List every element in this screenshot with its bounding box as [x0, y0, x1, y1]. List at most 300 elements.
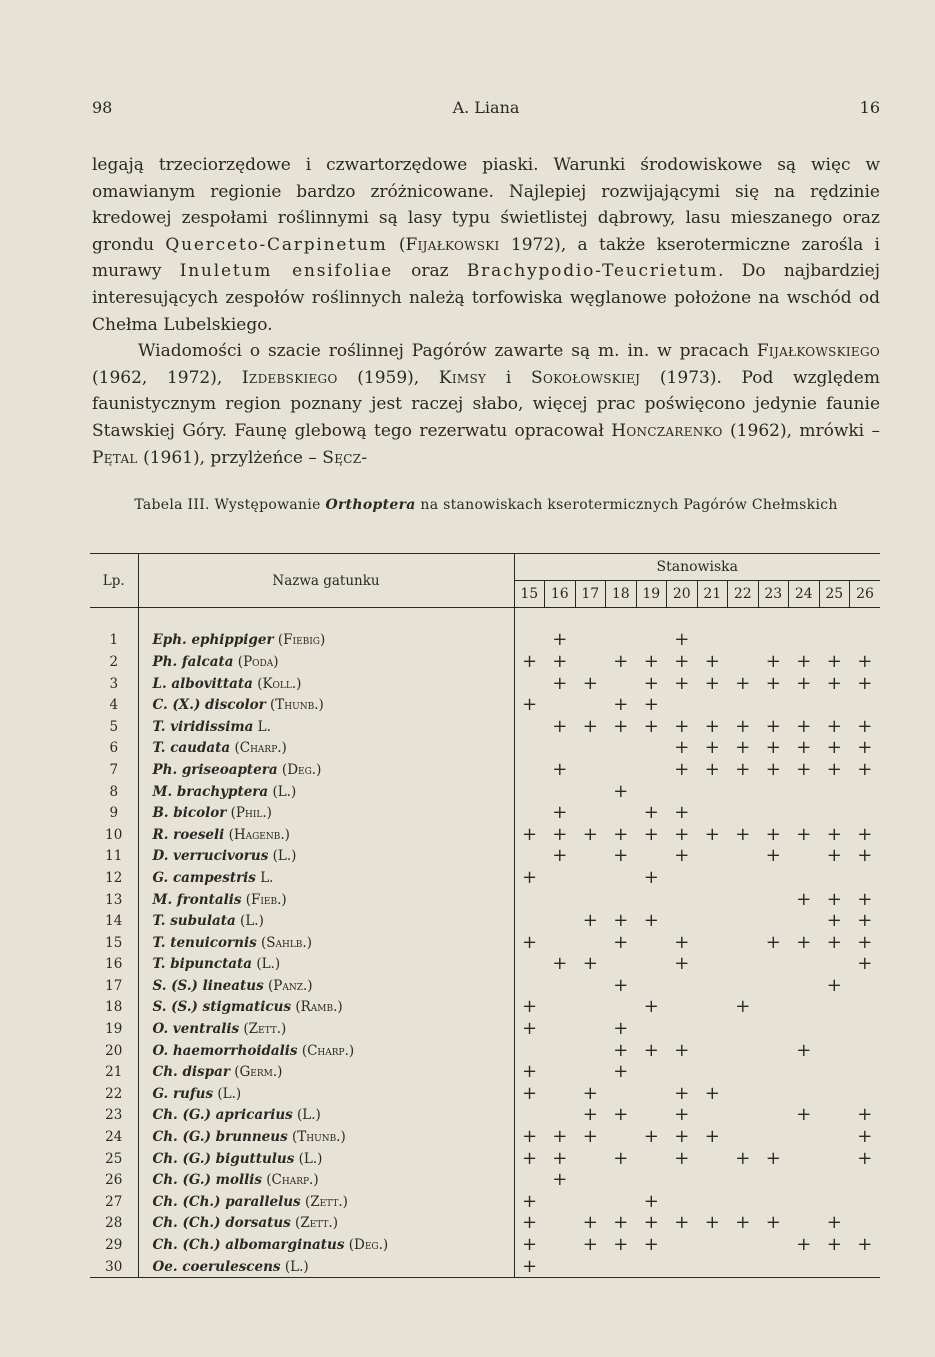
- presence-mark: +: [765, 931, 781, 953]
- site-presence-cell: [819, 975, 850, 997]
- site-presence-cell: [728, 824, 759, 846]
- site-number: 21: [697, 581, 728, 608]
- site-presence-cell: [728, 1148, 759, 1170]
- site-presence-cell: [850, 975, 881, 997]
- site-presence-cell: [728, 1061, 759, 1083]
- table-row: [90, 889, 880, 911]
- site-presence-cell: [728, 781, 759, 803]
- site-presence-cell: [819, 651, 850, 673]
- site-presence-cell: [850, 910, 881, 932]
- site-presence-cell: [850, 867, 881, 889]
- site-presence-cell: [758, 932, 789, 954]
- text-run: Sokołowskiej: [531, 367, 641, 388]
- row-number: 27: [90, 1191, 138, 1213]
- site-presence-cell: [514, 630, 545, 652]
- site-presence-cell: [575, 932, 606, 954]
- row-number: 29: [90, 1234, 138, 1256]
- species-genus: O. haemorrhoidalis: [152, 1042, 298, 1059]
- presence-mark: +: [674, 802, 690, 824]
- presence-mark: +: [826, 931, 842, 953]
- presence-mark: +: [643, 1212, 659, 1234]
- presence-mark: +: [582, 1126, 598, 1148]
- presence-mark: +: [735, 823, 751, 845]
- site-presence-cell: [728, 1018, 759, 1040]
- species-name: [138, 1256, 514, 1278]
- presence-mark: +: [857, 845, 873, 867]
- site-presence-cell: [575, 1018, 606, 1040]
- presence-mark: +: [643, 1190, 659, 1212]
- site-presence-cell: [789, 738, 820, 760]
- site-presence-cell: [728, 1040, 759, 1062]
- presence-mark: +: [796, 650, 812, 672]
- site-presence-cell: [789, 1018, 820, 1040]
- site-presence-cell: [728, 694, 759, 716]
- text-run: (1961), przylżeńce –: [137, 447, 323, 468]
- site-presence-cell: [697, 759, 728, 781]
- species-author: L.: [257, 718, 271, 735]
- site-presence-cell: [606, 651, 637, 673]
- site-presence-cell: [606, 975, 637, 997]
- site-presence-cell: [819, 867, 850, 889]
- presence-mark: +: [765, 845, 781, 867]
- species-genus: T. bipunctata: [152, 956, 253, 973]
- row-number: 18: [90, 997, 138, 1019]
- site-number: 15: [514, 581, 545, 608]
- site-presence-cell: [667, 1256, 698, 1278]
- site-presence-cell: [728, 867, 759, 889]
- site-presence-cell: [636, 1018, 667, 1040]
- presence-mark: +: [613, 1039, 629, 1061]
- presence-mark: +: [582, 672, 598, 694]
- site-presence-cell: [789, 954, 820, 976]
- table-row: [90, 1148, 880, 1170]
- row-number: 13: [90, 889, 138, 911]
- presence-mark: +: [552, 1169, 568, 1191]
- paragraph: [92, 338, 880, 471]
- site-presence-cell: [545, 997, 576, 1019]
- presence-mark: +: [521, 931, 538, 953]
- presence-mark: +: [857, 650, 873, 672]
- species-name: [138, 673, 514, 695]
- presence-mark: +: [765, 737, 781, 759]
- site-presence-cell: [514, 673, 545, 695]
- site-presence-cell: [575, 759, 606, 781]
- site-presence-cell: [514, 694, 545, 716]
- presence-mark: +: [704, 758, 720, 780]
- species-genus: S. (S.) stigmaticus: [152, 999, 292, 1016]
- presence-mark: +: [613, 1018, 629, 1040]
- row-number: 1: [90, 630, 138, 652]
- site-presence-cell: [697, 630, 728, 652]
- presence-mark: +: [857, 1147, 873, 1169]
- species-genus: Oe. coerulescens: [152, 1258, 281, 1275]
- row-number: 15: [90, 932, 138, 954]
- site-presence-cell: [819, 1256, 850, 1278]
- species-genus: O. ventralis: [152, 1021, 240, 1038]
- site-presence-cell: [514, 738, 545, 760]
- species-author: (Sahlb.): [260, 934, 312, 951]
- presence-mark: +: [857, 953, 873, 975]
- site-presence-cell: [545, 716, 576, 738]
- species-author: (Panz.): [267, 977, 313, 994]
- site-presence-cell: [667, 1213, 698, 1235]
- site-presence-cell: [606, 889, 637, 911]
- site-presence-cell: [819, 846, 850, 868]
- species-author: (Fiebig): [277, 632, 326, 649]
- site-presence-cell: [606, 1126, 637, 1148]
- site-presence-cell: [606, 1191, 637, 1213]
- site-presence-cell: [758, 781, 789, 803]
- presence-mark: +: [674, 715, 690, 737]
- text-run: Querceto-Carpinetum: [165, 234, 388, 255]
- site-presence-cell: [575, 975, 606, 997]
- site-presence-cell: [819, 1040, 850, 1062]
- species-name: [138, 1126, 514, 1148]
- site-presence-cell: [758, 630, 789, 652]
- presence-mark: +: [674, 1104, 690, 1126]
- site-presence-cell: [636, 759, 667, 781]
- row-number: 19: [90, 1018, 138, 1040]
- site-presence-cell: [819, 910, 850, 932]
- site-presence-cell: [758, 651, 789, 673]
- species-author: (Germ.): [234, 1064, 283, 1081]
- text-run: legają trzeciorzędowe i czwartorzędowe piaski. Warunki środowiskowe są więc w omawianym regionie bardzo zróżnicowane. Najlepiej rozwijającymi się na rędzinie kredowej zespołami roślinnymi są lasy typu świetlistej dąbrowy, lasu mieszanego oraz grondu: [92, 155, 880, 255]
- site-presence-cell: [819, 1213, 850, 1235]
- site-presence-cell: [545, 824, 576, 846]
- site-presence-cell: [545, 932, 576, 954]
- presence-mark: +: [521, 823, 538, 845]
- table-row: [90, 673, 880, 695]
- presence-mark: +: [582, 715, 598, 737]
- species-author: L.: [260, 869, 274, 886]
- presence-mark: +: [643, 802, 659, 824]
- species-genus: C. (X.) discolor: [152, 697, 266, 714]
- presence-mark: +: [704, 1212, 720, 1234]
- site-presence-cell: [728, 1191, 759, 1213]
- presence-mark: +: [643, 910, 659, 932]
- spacer-cell: [138, 608, 514, 630]
- text-run: (1973). Pod względem faunistycznym region poznany jest raczej słabo, więcej prac poświęcono jedynie faunie Stawskiej Góry. Faunę glebową tego rezerwatu opracował: [92, 367, 880, 441]
- site-presence-cell: [606, 1213, 637, 1235]
- presence-mark: +: [857, 823, 873, 845]
- site-presence-cell: [514, 997, 545, 1019]
- table-row: [90, 651, 880, 673]
- table-row: [90, 997, 880, 1019]
- site-presence-cell: [606, 932, 637, 954]
- site-presence-cell: [606, 1083, 637, 1105]
- species-name: [138, 1018, 514, 1040]
- site-presence-cell: [789, 1191, 820, 1213]
- presence-mark: +: [552, 1126, 568, 1148]
- site-presence-cell: [575, 694, 606, 716]
- species-genus: Ch. (Ch.) dorsatus: [152, 1215, 291, 1232]
- site-number: 26: [850, 581, 881, 608]
- site-presence-cell: [789, 932, 820, 954]
- presence-mark: +: [796, 715, 812, 737]
- species-author: (Zett.): [295, 1215, 338, 1232]
- site-presence-cell: [514, 802, 545, 824]
- row-number: 7: [90, 759, 138, 781]
- paragraph: [92, 152, 880, 338]
- presence-mark: +: [796, 1234, 812, 1256]
- presence-mark: +: [521, 1255, 538, 1277]
- site-presence-cell: [728, 932, 759, 954]
- site-number: 18: [606, 581, 637, 608]
- site-presence-cell: [514, 1018, 545, 1040]
- site-presence-cell: [819, 630, 850, 652]
- presence-mark: +: [704, 823, 720, 845]
- site-presence-cell: [789, 867, 820, 889]
- site-presence-cell: [575, 1126, 606, 1148]
- spacer-row: [90, 608, 880, 630]
- species-name: [138, 889, 514, 911]
- site-presence-cell: [575, 997, 606, 1019]
- site-presence-cell: [819, 694, 850, 716]
- site-presence-cell: [545, 1213, 576, 1235]
- site-number: 16: [545, 581, 576, 608]
- site-presence-cell: [545, 889, 576, 911]
- species-author: (Thunb.): [270, 697, 324, 714]
- site-presence-cell: [850, 1105, 881, 1127]
- species-name: [138, 738, 514, 760]
- site-presence-cell: [514, 975, 545, 997]
- site-presence-cell: [606, 1040, 637, 1062]
- site-presence-cell: [728, 1234, 759, 1256]
- site-presence-cell: [667, 673, 698, 695]
- presence-mark: +: [826, 758, 842, 780]
- site-presence-cell: [575, 673, 606, 695]
- presence-mark: +: [765, 1212, 781, 1234]
- presence-mark: +: [796, 737, 812, 759]
- site-presence-cell: [514, 651, 545, 673]
- site-presence-cell: [758, 802, 789, 824]
- species-author: (Phil.): [230, 805, 272, 822]
- site-presence-cell: [697, 1213, 728, 1235]
- site-presence-cell: [819, 673, 850, 695]
- site-presence-cell: [728, 1213, 759, 1235]
- site-presence-cell: [636, 889, 667, 911]
- site-presence-cell: [575, 954, 606, 976]
- presence-mark: +: [521, 1212, 538, 1234]
- site-presence-cell: [575, 1105, 606, 1127]
- species-name: [138, 954, 514, 976]
- site-presence-cell: [850, 1083, 881, 1105]
- presence-mark: +: [674, 1147, 690, 1169]
- site-presence-cell: [636, 1040, 667, 1062]
- site-presence-cell: [667, 1061, 698, 1083]
- text-run: (: [387, 234, 406, 255]
- presence-mark: +: [582, 823, 598, 845]
- presence-mark: +: [643, 1039, 659, 1061]
- species-author: (Thunb.): [291, 1129, 346, 1146]
- species-author: (Charp.): [234, 740, 287, 757]
- species-name: [138, 1148, 514, 1170]
- caption-taxon: Orthoptera: [325, 497, 416, 513]
- site-presence-cell: [606, 694, 637, 716]
- site-presence-cell: [575, 802, 606, 824]
- site-presence-cell: [514, 954, 545, 976]
- site-presence-cell: [728, 954, 759, 976]
- site-presence-cell: [758, 694, 789, 716]
- site-presence-cell: [728, 716, 759, 738]
- row-number: 4: [90, 694, 138, 716]
- site-presence-cell: [545, 1148, 576, 1170]
- site-presence-cell: [667, 694, 698, 716]
- presence-mark: +: [735, 1147, 751, 1169]
- presence-mark: +: [826, 845, 842, 867]
- presence-mark: +: [613, 974, 629, 996]
- presence-mark: +: [674, 650, 690, 672]
- site-presence-cell: [789, 1061, 820, 1083]
- site-presence-cell: [697, 997, 728, 1019]
- table-row: [90, 1040, 880, 1062]
- site-presence-cell: [636, 673, 667, 695]
- site-presence-cell: [514, 716, 545, 738]
- site-presence-cell: [850, 651, 881, 673]
- presence-mark: +: [857, 1234, 873, 1256]
- row-number: 24: [90, 1126, 138, 1148]
- table-row: [90, 716, 880, 738]
- presence-mark: +: [704, 715, 720, 737]
- site-presence-cell: [697, 824, 728, 846]
- table-row: [90, 1126, 880, 1148]
- row-number: 6: [90, 738, 138, 760]
- site-presence-cell: [636, 824, 667, 846]
- site-presence-cell: [636, 1148, 667, 1170]
- site-presence-cell: [728, 1105, 759, 1127]
- row-number: 2: [90, 651, 138, 673]
- site-presence-cell: [545, 1234, 576, 1256]
- site-presence-cell: [545, 1126, 576, 1148]
- presence-mark: +: [643, 866, 659, 888]
- text-run: Fijałkowski: [405, 234, 500, 255]
- species-genus: T. tenuicornis: [152, 934, 257, 951]
- site-presence-cell: [606, 630, 637, 652]
- presence-mark: +: [613, 910, 629, 932]
- site-presence-cell: [545, 1061, 576, 1083]
- site-presence-cell: [819, 1061, 850, 1083]
- site-presence-cell: [758, 1169, 789, 1191]
- site-presence-cell: [697, 1105, 728, 1127]
- site-presence-cell: [667, 975, 698, 997]
- presence-mark: +: [521, 1190, 538, 1212]
- presence-mark: +: [826, 888, 842, 910]
- site-presence-cell: [819, 738, 850, 760]
- site-presence-cell: [575, 716, 606, 738]
- presence-mark: +: [521, 694, 538, 716]
- site-presence-cell: [636, 867, 667, 889]
- species-author: (L.): [272, 783, 297, 800]
- site-number: 24: [789, 581, 820, 608]
- site-presence-cell: [606, 824, 637, 846]
- row-number: 16: [90, 954, 138, 976]
- site-presence-cell: [819, 1234, 850, 1256]
- site-presence-cell: [789, 889, 820, 911]
- site-presence-cell: [789, 802, 820, 824]
- species-genus: Ch. (G.) biguttulus: [152, 1150, 295, 1167]
- site-presence-cell: [667, 1148, 698, 1170]
- site-presence-cell: [697, 694, 728, 716]
- site-presence-cell: [514, 1040, 545, 1062]
- presence-mark: +: [521, 996, 538, 1018]
- table-row: [90, 1083, 880, 1105]
- site-presence-cell: [789, 1213, 820, 1235]
- presence-mark: +: [674, 1212, 690, 1234]
- species-author: (L.): [217, 1085, 242, 1102]
- text-run: (1962, 1972),: [92, 367, 242, 388]
- presence-mark: +: [582, 1234, 598, 1256]
- presence-mark: +: [674, 953, 690, 975]
- species-name: [138, 824, 514, 846]
- site-presence-cell: [606, 1061, 637, 1083]
- presence-mark: +: [552, 672, 568, 694]
- text-run: Kimsy: [438, 367, 487, 388]
- site-presence-cell: [850, 716, 881, 738]
- row-number: 26: [90, 1169, 138, 1191]
- site-presence-cell: [514, 1169, 545, 1191]
- site-presence-cell: [636, 1061, 667, 1083]
- site-presence-cell: [697, 846, 728, 868]
- table-row: [90, 824, 880, 846]
- species-author: (Deg.): [281, 761, 322, 778]
- presence-mark: +: [674, 629, 690, 651]
- body-text: [92, 152, 880, 471]
- presence-mark: +: [765, 650, 781, 672]
- text-run: (1962), mrówki –: [722, 420, 880, 441]
- row-number: 23: [90, 1105, 138, 1127]
- species-name: [138, 1061, 514, 1083]
- presence-mark: +: [826, 910, 842, 932]
- site-number: 22: [728, 581, 759, 608]
- presence-mark: +: [796, 888, 812, 910]
- site-presence-cell: [758, 1105, 789, 1127]
- site-presence-cell: [575, 1083, 606, 1105]
- site-presence-cell: [850, 889, 881, 911]
- presence-mark: +: [826, 823, 842, 845]
- site-presence-cell: [697, 716, 728, 738]
- presence-mark: +: [826, 715, 842, 737]
- site-presence-cell: [819, 932, 850, 954]
- presence-mark: +: [552, 802, 568, 824]
- site-presence-cell: [545, 651, 576, 673]
- site-presence-cell: [850, 954, 881, 976]
- presence-mark: +: [643, 1234, 659, 1256]
- site-presence-cell: [697, 781, 728, 803]
- site-presence-cell: [545, 910, 576, 932]
- site-presence-cell: [667, 889, 698, 911]
- species-name: [138, 1105, 514, 1127]
- site-presence-cell: [728, 1083, 759, 1105]
- site-presence-cell: [545, 867, 576, 889]
- site-presence-cell: [850, 1018, 881, 1040]
- species-author: (L.): [284, 1258, 309, 1275]
- site-presence-cell: [728, 738, 759, 760]
- species-genus: T. caudata: [152, 740, 231, 757]
- site-presence-cell: [728, 673, 759, 695]
- site-presence-cell: [819, 1191, 850, 1213]
- site-presence-cell: [575, 1256, 606, 1278]
- site-presence-cell: [819, 954, 850, 976]
- text-run: Sęcz-: [322, 447, 368, 468]
- text-run: Brachypodio-Teucrietum: [466, 261, 719, 282]
- presence-mark: +: [613, 694, 629, 716]
- site-presence-cell: [636, 651, 667, 673]
- site-presence-cell: [545, 802, 576, 824]
- site-presence-cell: [697, 1169, 728, 1191]
- site-presence-cell: [667, 802, 698, 824]
- site-presence-cell: [758, 867, 789, 889]
- header-sites: Stanowiska: [514, 554, 880, 581]
